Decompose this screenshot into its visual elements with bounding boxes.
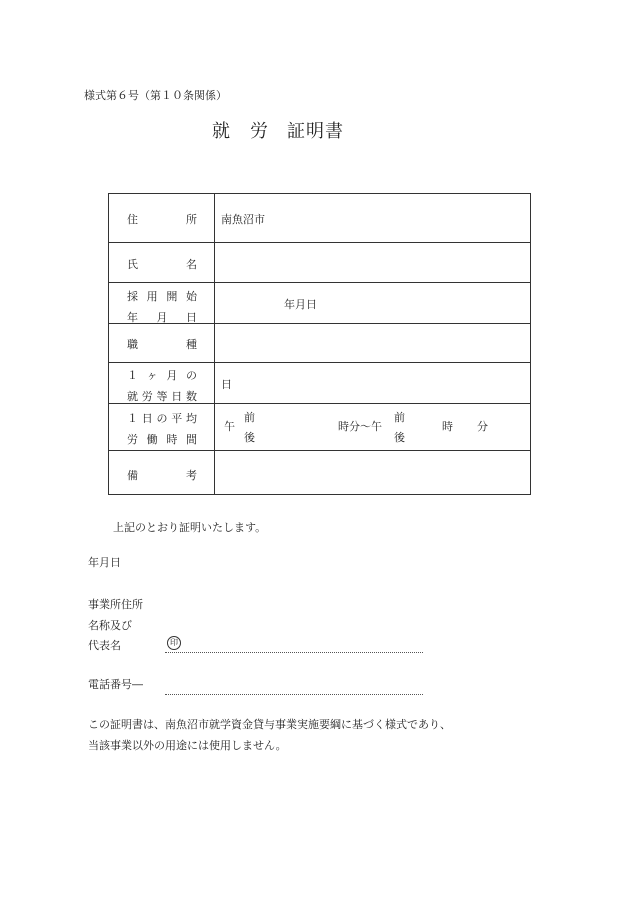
statement: 上記のとおり証明いたします。 [113,521,267,534]
row-start-date [109,282,530,324]
note-line-2: 当該事業以外の用途には使用しません。 [88,739,287,752]
name-label: 氏 名 [127,258,197,271]
form-number: 様式第６号（第１０条関係） [84,89,227,102]
hours-label: １ 日 の 平 均 労 働 時 間 [127,412,197,446]
certificate-table [108,193,531,495]
remarks-label: 備 考 [127,469,197,482]
hours-am-pm: 午 [224,420,235,433]
job-label: 職 種 [127,338,197,351]
title-part2: 証明書 [287,121,344,142]
hours-after2[interactable]: 後 [394,431,405,444]
employer-address-label: 事業所住所 [88,598,143,611]
title-part1: 就 労 [212,121,269,142]
phone-line[interactable] [165,694,423,695]
hours-middle: 時分〜午 [338,420,382,433]
page-title [212,117,344,143]
row-days [109,362,530,404]
address-value[interactable]: 南魚沼市 [221,213,265,226]
row-remarks [109,450,530,496]
hours-minute: 分 [477,420,488,433]
note-line-1: この証明書は、南魚沼市就学資金貸与事業実施要綱に基づく様式であり、 [88,718,451,731]
start-date-label: 採 用 開 始 年 月 日 [127,290,197,324]
address-label: 住 所 [127,213,197,226]
row-hours [109,403,530,451]
seal-mark: 印 [167,636,181,650]
row-address [109,194,530,243]
hours-hour: 時 [442,420,453,433]
employer-rep-label: 代表名 [88,639,121,652]
hours-before2[interactable]: 前 [394,411,405,424]
start-date-value[interactable]: 年月日 [284,298,317,311]
employer-name-label: 名称及び [88,619,132,632]
days-label: １ ヶ 月 の 就 労 等 日 数 [127,369,197,403]
row-job [109,323,530,363]
rep-signature-line[interactable] [165,652,423,653]
row-name [109,242,530,283]
hours-before[interactable]: 前 [244,411,255,424]
issue-date[interactable]: 年月日 [88,556,121,569]
hours-after[interactable]: 後 [244,431,255,444]
days-value[interactable]: 日 [221,378,232,391]
phone-label: 電話番号― [88,678,143,691]
